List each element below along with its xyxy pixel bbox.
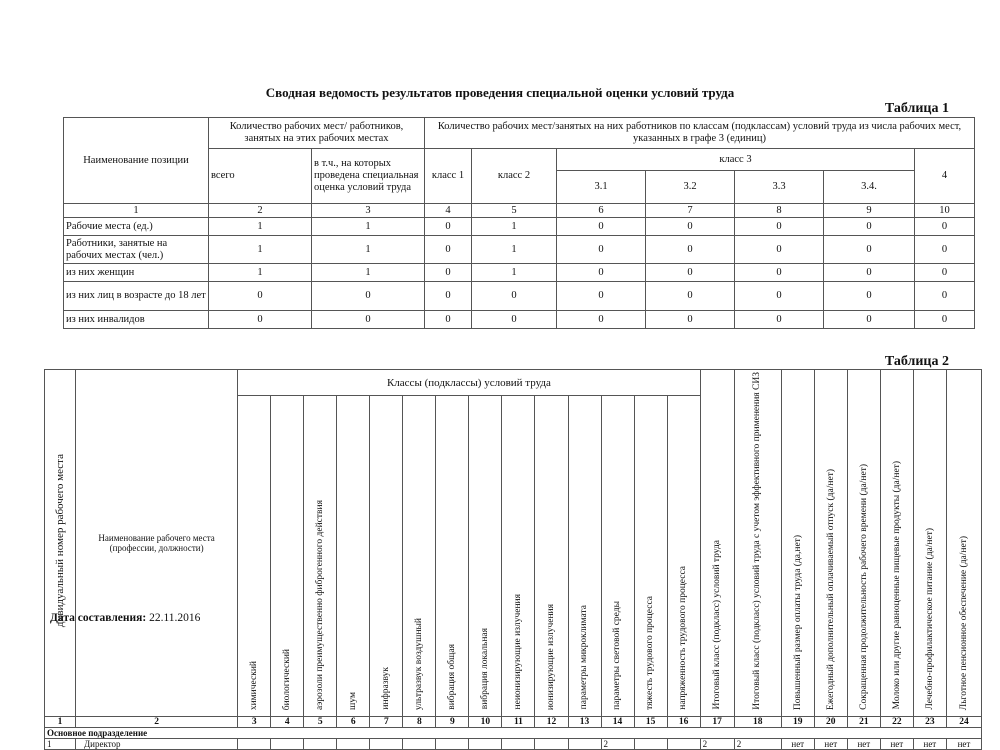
cell-value: 0 bbox=[824, 311, 915, 329]
col-num: 9 bbox=[824, 204, 915, 218]
header-factor: ионизирующие излучения bbox=[546, 603, 557, 710]
cell-value: 0 bbox=[735, 264, 824, 282]
header-factor: вибрация локальная bbox=[480, 628, 491, 710]
col-num: 8 bbox=[403, 716, 436, 727]
col-num: 3 bbox=[238, 716, 271, 727]
table1-label: Таблица 1 bbox=[884, 101, 949, 116]
table-row bbox=[45, 738, 982, 749]
header-class4: 4 bbox=[915, 149, 975, 204]
cell-value: 0 bbox=[646, 236, 735, 264]
factor-value bbox=[667, 738, 700, 749]
col-num: 16 bbox=[667, 716, 700, 727]
cell-value: 0 bbox=[915, 282, 975, 311]
cell-value: 0 bbox=[425, 236, 472, 264]
cell-value: 0 bbox=[915, 218, 975, 236]
cell-value: 0 bbox=[557, 236, 646, 264]
factor-value bbox=[304, 738, 337, 749]
header-factor: ультразвук воздушный bbox=[414, 617, 425, 710]
header-milk: Молоко или другие равноценные пищевые продукты (да/нет) bbox=[891, 461, 902, 710]
cell-value: 0 bbox=[557, 218, 646, 236]
header-factor: вибрация общая bbox=[447, 644, 458, 710]
cell-value: 0 bbox=[472, 282, 557, 311]
header-class3-2: 3.2 bbox=[646, 171, 735, 204]
cell-value: 0 bbox=[646, 311, 735, 329]
row-label: из них инвалидов bbox=[64, 311, 209, 329]
table-row bbox=[64, 264, 975, 282]
cell-value: 0 bbox=[312, 311, 425, 329]
final-class-value: 2 bbox=[700, 738, 734, 749]
col-num: 6 bbox=[337, 716, 370, 727]
header-factor: неионизирующие излучения bbox=[513, 594, 524, 710]
milk-value: нет bbox=[880, 738, 913, 749]
table-row bbox=[64, 218, 975, 236]
table2-label: Таблица 2 bbox=[884, 354, 949, 369]
header-assessed: в т.ч., на которых проведена специальная оценка условий труда bbox=[312, 149, 425, 204]
cell-value: 1 bbox=[472, 236, 557, 264]
cell-value: 0 bbox=[646, 264, 735, 282]
row-label: Рабочие места (ед.) bbox=[64, 218, 209, 236]
table-row bbox=[64, 282, 975, 311]
pension-value: нет bbox=[946, 738, 981, 749]
col-num: 2 bbox=[76, 716, 238, 727]
col-num: 4 bbox=[271, 716, 304, 727]
cell-value: 0 bbox=[915, 264, 975, 282]
cell-value: 0 bbox=[425, 264, 472, 282]
header-factor: шум bbox=[348, 691, 359, 710]
col-num: 10 bbox=[469, 716, 502, 727]
header-reduced-time: Сокращенная продолжительность рабочего времени (да/нет) bbox=[858, 463, 869, 710]
cell-value: 0 bbox=[735, 218, 824, 236]
cell-value: 0 bbox=[646, 282, 735, 311]
document-title: Сводная ведомость результатов проведения специальной оценки условий труда bbox=[265, 85, 735, 100]
header-pension: Льготное пенсионное обеспечение (да/нет) bbox=[958, 535, 969, 710]
header-factor: параметры световой среды bbox=[612, 600, 623, 710]
header-class1: класс 1 bbox=[425, 149, 472, 204]
col-num: 1 bbox=[64, 204, 209, 218]
medical-food-value: нет bbox=[913, 738, 946, 749]
row-label: Работники, занятые на рабочих местах (чел.) bbox=[64, 236, 209, 264]
col-num: 15 bbox=[634, 716, 667, 727]
col-num: 8 bbox=[735, 204, 824, 218]
col-num: 22 bbox=[880, 716, 913, 727]
cell-value: 0 bbox=[209, 282, 312, 311]
row-label: из них лиц в возрасте до 18 лет bbox=[64, 282, 209, 311]
cell-value: 0 bbox=[557, 311, 646, 329]
col-num: 17 bbox=[700, 716, 734, 727]
col-num: 6 bbox=[557, 204, 646, 218]
final-class-siz-value: 2 bbox=[734, 738, 781, 749]
col-num: 14 bbox=[601, 716, 634, 727]
header-workplace-id: дивидуальный номер рабочего места bbox=[54, 454, 67, 628]
col-num: 1 bbox=[45, 716, 76, 727]
factor-value bbox=[238, 738, 271, 749]
cell-value: 0 bbox=[557, 282, 646, 311]
cell-value: 0 bbox=[915, 311, 975, 329]
workplace-table bbox=[44, 369, 982, 750]
cell-value: 0 bbox=[824, 264, 915, 282]
cell-value: 0 bbox=[824, 282, 915, 311]
cell-value: 1 bbox=[472, 264, 557, 282]
cell-value: 0 bbox=[312, 282, 425, 311]
col-num: 23 bbox=[913, 716, 946, 727]
header-class3: класс 3 bbox=[557, 149, 915, 171]
header-factor: биологический bbox=[281, 648, 292, 710]
factor-value bbox=[568, 738, 601, 749]
factor-value bbox=[271, 738, 304, 749]
cell-value: 1 bbox=[312, 218, 425, 236]
cell-value: 0 bbox=[209, 311, 312, 329]
header-final-class-siz: Итоговый класс (подкласс) условий труда с учетом эффективного применения СИЗ bbox=[752, 372, 763, 710]
workplace-name: Директор bbox=[76, 738, 238, 749]
header-extra-leave: Ежегодный дополнительный оплачиваемый отпуск (да/нет) bbox=[825, 468, 836, 710]
compilation-date bbox=[50, 612, 200, 624]
col-num: 4 bbox=[425, 204, 472, 218]
col-num: 13 bbox=[568, 716, 601, 727]
col-num: 7 bbox=[646, 204, 735, 218]
extra-leave-value: нет bbox=[814, 738, 847, 749]
section-label: Основное подразделение bbox=[45, 727, 982, 738]
col-num: 20 bbox=[814, 716, 847, 727]
reduced-time-value: нет bbox=[847, 738, 880, 749]
cell-value: 0 bbox=[915, 236, 975, 264]
header-class2: класс 2 bbox=[472, 149, 557, 204]
factor-value bbox=[436, 738, 469, 749]
cell-value: 1 bbox=[209, 264, 312, 282]
factor-value bbox=[535, 738, 568, 749]
header-workplace-name: Наименование рабочего места (профессии, должности) bbox=[76, 370, 238, 717]
cell-value: 0 bbox=[472, 311, 557, 329]
cell-value: 1 bbox=[209, 218, 312, 236]
cell-value: 1 bbox=[312, 264, 425, 282]
factor-value bbox=[469, 738, 502, 749]
cell-value: 0 bbox=[824, 218, 915, 236]
header-factor: параметры микроклимата bbox=[579, 605, 590, 710]
header-class3-4: 3.4. bbox=[824, 171, 915, 204]
header-factor: инфразвук bbox=[381, 667, 392, 710]
col-num: 18 bbox=[734, 716, 781, 727]
col-num: 3 bbox=[312, 204, 425, 218]
cell-value: 0 bbox=[735, 311, 824, 329]
header-increased-pay: Повышенный размер оплаты труда (да,нет) bbox=[792, 534, 803, 710]
col-num: 12 bbox=[535, 716, 568, 727]
section-row bbox=[45, 727, 982, 738]
column-number-row bbox=[45, 716, 982, 727]
col-num: 5 bbox=[304, 716, 337, 727]
col-num: 2 bbox=[209, 204, 312, 218]
col-num: 9 bbox=[436, 716, 469, 727]
header-class3-3: 3.3 bbox=[735, 171, 824, 204]
workplace-id: 1 bbox=[45, 738, 76, 749]
increased-pay-value: нет bbox=[781, 738, 814, 749]
cell-value: 1 bbox=[472, 218, 557, 236]
column-number-row bbox=[64, 204, 975, 218]
col-num: 24 bbox=[946, 716, 981, 727]
cell-value: 0 bbox=[735, 282, 824, 311]
date-label: Дата составления: bbox=[50, 612, 147, 624]
header-medical-food: Лечебно-профилактическое питание (да/нет) bbox=[924, 528, 935, 710]
factor-value bbox=[502, 738, 535, 749]
cell-value: 1 bbox=[312, 236, 425, 264]
header-workplaces-group: Количество рабочих мест/ работников, занятых на этих рабочих местах bbox=[209, 118, 425, 149]
col-num: 5 bbox=[472, 204, 557, 218]
cell-value: 0 bbox=[557, 264, 646, 282]
cell-value: 0 bbox=[735, 236, 824, 264]
cell-value: 0 bbox=[646, 218, 735, 236]
col-num: 21 bbox=[847, 716, 880, 727]
factor-value bbox=[634, 738, 667, 749]
cell-value: 0 bbox=[425, 282, 472, 311]
factor-value bbox=[403, 738, 436, 749]
cell-value: 1 bbox=[209, 236, 312, 264]
factor-value bbox=[337, 738, 370, 749]
col-num: 19 bbox=[781, 716, 814, 727]
header-classes-group: Классы (подклассы) условий труда bbox=[238, 370, 700, 396]
col-num: 10 bbox=[915, 204, 975, 218]
row-label: из них женщин bbox=[64, 264, 209, 282]
header-total: всего bbox=[209, 149, 312, 204]
header-position-name: Наименование позиции bbox=[64, 118, 209, 204]
header-factor: тяжесть трудового процесса bbox=[645, 595, 656, 710]
table-row bbox=[64, 236, 975, 264]
col-num: 11 bbox=[502, 716, 535, 727]
header-class3-1: 3.1 bbox=[557, 171, 646, 204]
cell-value: 0 bbox=[824, 236, 915, 264]
factor-value: 2 bbox=[601, 738, 634, 749]
cell-value: 0 bbox=[425, 311, 472, 329]
date-value: 22.11.2016 bbox=[149, 612, 201, 624]
header-factor: напряженность трудового процесса bbox=[678, 566, 689, 710]
header-factor: аэрозоли преимущественно фиброгенного действия bbox=[315, 499, 326, 710]
header-final-class: Итоговый класс (подкласс) условий труда bbox=[711, 540, 722, 710]
col-num: 7 bbox=[370, 716, 403, 727]
summary-table bbox=[63, 117, 975, 329]
table-row bbox=[64, 311, 975, 329]
header-factor: химический bbox=[248, 660, 259, 710]
cell-value: 0 bbox=[425, 218, 472, 236]
factor-value bbox=[370, 738, 403, 749]
header-classes-group: Количество рабочих мест/занятых на них работников по классам (подклассам) условий труда из числа рабочих мест, указанных в графе 3 (единиц) bbox=[425, 118, 975, 149]
